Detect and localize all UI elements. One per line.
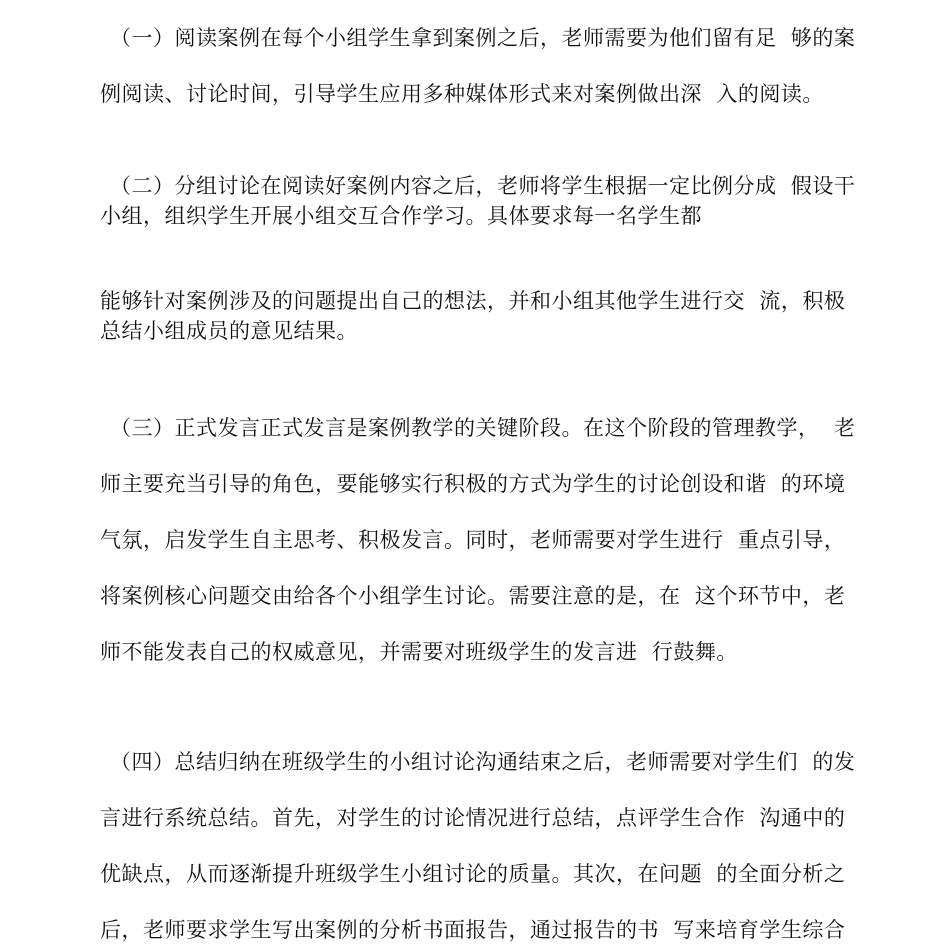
paragraph-4-line-1: （四）总结归纳在班级学生的小组讨论沟通结束之后，老师需要对学生们 的发 [110,750,856,774]
paragraph-4-line-2: 言进行系统总结。首先，对学生的讨论情况进行总结，点评学生合作 沟通中的 [100,806,846,830]
paragraph-3-line-5: 师不能发表自己的权威意见，并需要对班级学生的发言进 行鼓舞。 [100,640,738,664]
paragraph-1-line-1: （一）阅读案例在每个小组学生拿到案例之后，老师需要为他们留有足 够的案 [110,26,856,50]
paragraph-2-line-3: 能够针对案例涉及的问题提出自己的想法，并和小组其他学生进行交 流，积极 [100,289,846,313]
paragraph-3-line-2: 师主要充当引导的角色，要能够实行积极的方式为学生的讨论创设和谐 的环境 [100,472,846,496]
paragraph-4-line-3: 优缺点，从而逐渐提升班级学生小组讨论的质量。其次，在问题 的全面分析之 [100,862,846,886]
paragraph-4-line-4: 后，老师要求学生写出案例的分析书面报告，通过报告的书 写来培育学生综合 [100,918,846,942]
paragraph-3-line-3: 气氛，启发学生自主思考、积极发言。同时，老师需要对学生进行 重点引导， [100,528,846,552]
paragraph-3-line-1: （三）正式发言正式发言是案例教学的关键阶段。在这个阶段的管理教学， 老 [110,416,856,440]
paragraph-2-line-1: （二）分组讨论在阅读好案例内容之后，老师将学生根据一定比例分成 假设干 [110,174,856,198]
paragraph-2-line-4: 总结小组成员的意见结果。 [100,319,358,343]
paragraph-1-line-2: 例阅读、讨论时间，引导学生应用多种媒体形式来对案例做出深 入的阅读。 [100,82,824,106]
paragraph-2-line-2: 小组，组织学生开展小组交互合作学习。具体要求每一名学生都 [100,204,702,228]
paragraph-3-line-4: 将案例核心问题交由给各个小组学生讨论。需要注意的是，在 这个环节中，老 [100,584,846,608]
